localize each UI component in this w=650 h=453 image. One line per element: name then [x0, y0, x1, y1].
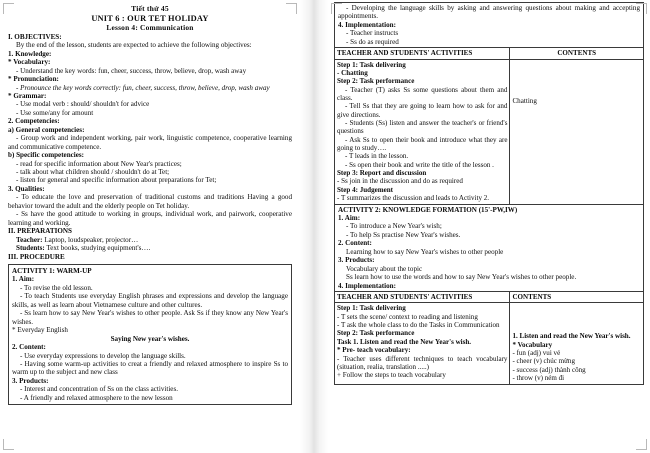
page-right — [328, 0, 650, 453]
t2-act-7: + Follow the steps to teach vocabulary — [337, 371, 446, 380]
page-title — [8, 4, 292, 33]
activity-1-aim-heading: 1. Aim: — [12, 275, 35, 284]
t2-act-2: - T ask the whole class to do the Tasks in Communication — [337, 321, 500, 330]
t2-con-2: - fun (adj) vui vẻ — [512, 349, 561, 358]
t1-act-2: Step 2: Task performance — [337, 77, 415, 86]
activity-1-products-item-1: - A friendly and relaxed atmosphere to the new lesson — [20, 393, 173, 402]
activity-2-table — [334, 291, 644, 384]
preparations-heading: II. PREPARATIONS — [8, 227, 72, 236]
t1-act-5: - Students (Ss) listen and answer the teacher's or friend's questions — [337, 119, 508, 136]
t2-act-0: Step 1: Task delivering — [337, 304, 406, 313]
crop-mark-bottom-left — [3, 439, 14, 450]
activity-2-title: ACTIVITY 2: KNOWLEDGE FORMATION (15'-PW,IW) — [338, 205, 518, 214]
activity-2-products-item-1: Ss learn how to use the words and how to say New Year's wishes to other people. — [346, 273, 577, 282]
grammar-item-0: - Use modal verb : should/ shouldn't for advice — [16, 100, 150, 109]
procedure-heading: III. PROCEDURE — [8, 252, 65, 261]
t1-act-7: - T leads in the lesson. — [345, 152, 409, 161]
t1-contents-text: Chatting — [512, 96, 537, 105]
specific-competencies-item-0: - read for specific information about New Year's practices; — [16, 159, 182, 168]
general-competencies-heading: a) General competencies: — [8, 125, 85, 134]
objectives-intro: By the end of the lesson, students are expected to achieve the following objectives: — [16, 41, 252, 50]
t1-act-3: - Teacher (T) asks Ss some questions about them and class. — [337, 85, 508, 103]
table1-activities-cell — [335, 59, 510, 204]
activity-2-implementation-heading: 4. Implementation: — [338, 281, 396, 290]
table-row — [335, 303, 644, 384]
activity-1-content-item-0: - Use everyday expressions to develop the language skills. — [20, 351, 186, 360]
activity-1-products-heading: 3. Products: — [12, 376, 49, 385]
t1-act-8: - Ss open their book and write the title of the lesson . — [345, 160, 494, 169]
table2-header-contents: CONTENTS — [510, 292, 644, 303]
activity-1-products-item-0: - Interest and concentration of Ss on the class activities. — [20, 385, 178, 394]
activity-1-title: ACTIVITY 1: WARM-UP — [12, 267, 92, 276]
activity-1-saying-wishes: Saying New year's wishes. — [110, 334, 190, 343]
t1-act-9: Step 3: Report and discussion — [337, 169, 427, 178]
activity-1-aim-item-0: - To revise the old lesson. — [20, 283, 93, 292]
activity-1-content-item-1: - Having some warm-up activities to creat a friendly and relaxed atmosphere to inspire Ss to warm up to the subject and new class — [12, 360, 288, 377]
table2-contents-cell — [510, 303, 644, 384]
qualities-heading: 3. Qualities: — [8, 184, 45, 193]
general-competencies-text: - Group work and independent working, pair work, linguistic competence, cooperative learning and communicative competence. — [8, 134, 292, 151]
t1-act-4: - Tell Ss that they are going to learn how to ask for and give directions. — [337, 102, 508, 119]
activity-1-table — [334, 47, 644, 204]
grammar-item-1: - Use some/any for amount — [16, 108, 94, 117]
t2-con-0: 1. Listen and read the New Year's wish. — [512, 332, 631, 341]
activity-1-aim-item-2: - Ss learn how to say New Year's wishes to other people. Ask Ss if they know any New Year's wishes. — [12, 309, 288, 326]
activity-2-products-item-0: Vocabulary about the topic — [346, 264, 423, 273]
activity-1-aim-item-1: - To teach Students use everyday English phrases and expressions and develop the language skills, as well as learn about Vietnamese culture and other cultures. — [12, 292, 288, 309]
t1-act-10: - Ss join in the discussion and do as required — [337, 177, 463, 186]
preparations-teacher-text: Laptop, loudspeaker, projector… — [44, 235, 139, 244]
implementation-item-0: - Teacher instructs — [346, 29, 399, 38]
activity-2-aim-heading: 1. Aim: — [338, 213, 361, 222]
competencies-heading: 2. Competencies: — [8, 117, 60, 126]
t1-act-6: - Ask Ss to open their book and introduce what they are going to study…. — [337, 135, 508, 153]
t1-act-12: - T summarizes the discussion and leads to Activity 2. — [337, 194, 490, 203]
activity-2-section — [334, 204, 644, 292]
t1-act-11: Step 4: Judgement — [337, 185, 393, 194]
knowledge-heading: 1. Knowledge: — [8, 49, 52, 58]
table1-contents-cell — [510, 59, 644, 204]
t2-act-5: * Pre- teach vocabulary: — [337, 346, 411, 355]
activity-1-box — [8, 264, 292, 405]
preparations-teacher — [8, 236, 292, 244]
table-row — [335, 59, 644, 204]
specific-competencies-heading: b) Specific competencies: — [8, 151, 85, 160]
t2-con-4: - success (adj) thành công — [512, 365, 586, 374]
page-gutter — [300, 0, 328, 453]
table2-header-activities: TEACHER AND STUDENTS' ACTIVITIES — [335, 292, 510, 303]
activity-2-products-heading: 3. Products: — [338, 256, 375, 265]
t2-act-1: - T sets the scene/ context to reading and listening — [337, 312, 478, 321]
qualities-item-1: - Ss have the good attitude to working in groups, individual work, and pairwork, cooperative learning and working. — [8, 210, 292, 227]
activity-2-aim-item-1: - To help Ss practise New Year's wishes. — [346, 230, 461, 239]
activity-2-content-text: Learning how to say New Year's wishes to other people — [346, 247, 504, 256]
t1-act-0: Step 1: Task delivering — [337, 60, 406, 69]
specific-competencies-item-2: - listen for general and specific information about preparations for Tet; — [16, 176, 217, 185]
t2-con-5: - throw (v) ném đi — [512, 374, 565, 383]
continued-section — [334, 2, 644, 47]
title-line-tiet: Tiết thứ 45 — [131, 4, 169, 13]
activity-2-content-heading: 2. Content: — [338, 239, 372, 248]
continued-text: - Developing the language skills by asking and answering questions about making and accepting appointments. — [338, 4, 640, 21]
pronunciation-heading: * Pronunciation: — [8, 75, 59, 84]
t2-act-6: - Teacher uses different techniques to teach vocabulary (situation, realia, translation .....) — [337, 354, 508, 371]
table-header-row — [335, 292, 644, 303]
table2-activities-cell — [335, 303, 510, 384]
t2-act-3: Step 2: Task performance — [337, 329, 415, 338]
specific-competencies-item-1: - talk about what children should / shouldn't do at Tet; — [16, 168, 170, 177]
page-left — [0, 0, 300, 453]
t1-act-1: - Chatting — [337, 69, 368, 78]
t2-con-3: - cheer (v) chúc mừng — [512, 357, 575, 366]
title-line-unit: UNIT 6 : OUR TET HOLIDAY — [91, 13, 209, 23]
qualities-item-0: - To educate the love and preservation of traditional customs and traditions Having a good behavior toward the adult and the elderly people on Tet holiday. — [8, 193, 292, 210]
grammar-heading: * Grammar: — [8, 91, 47, 100]
preparations-students-label: Students: — [16, 244, 45, 253]
activity-1-content-heading: 2. Content: — [12, 343, 46, 352]
implementation-heading-1: 4. Implementation: — [338, 20, 396, 29]
table1-header-activities: TEACHER AND STUDENTS' ACTIVITIES — [335, 48, 510, 59]
implementation-item-1: - Ss do as required — [346, 37, 399, 46]
title-line-lesson: Lesson 4: Communication — [106, 23, 194, 33]
table1-header-contents: CONTENTS — [510, 48, 644, 59]
t2-act-4: Task 1. Listen and read the New Year's wish. — [337, 337, 472, 346]
vocabulary-heading: * Vocabulary: — [8, 58, 51, 67]
preparations-teacher-label: Teacher: — [16, 235, 43, 244]
activity-1-everyday-english: * Everyday English — [12, 326, 68, 335]
preparations-students — [8, 244, 292, 252]
t2-con-1: * Vocabulary — [512, 340, 553, 349]
activity-2-aim-item-0: - To introduce a New Year's wish; — [346, 222, 442, 231]
table-header-row — [335, 48, 644, 59]
crop-mark-right-bottom-right — [636, 439, 647, 450]
preparations-students-text: Text books, studying equipment's…. — [46, 244, 151, 253]
pronunciation-item: - Pronounce the key words correctly: fun, cheer, success, throw, believe, drop, wash away — [16, 83, 270, 92]
vocabulary-item: - Understand the key words: fun, cheer, success, throw, believe, drop, wash away — [16, 66, 247, 75]
objectives-heading: I. OBJECTIVES: — [8, 32, 62, 41]
